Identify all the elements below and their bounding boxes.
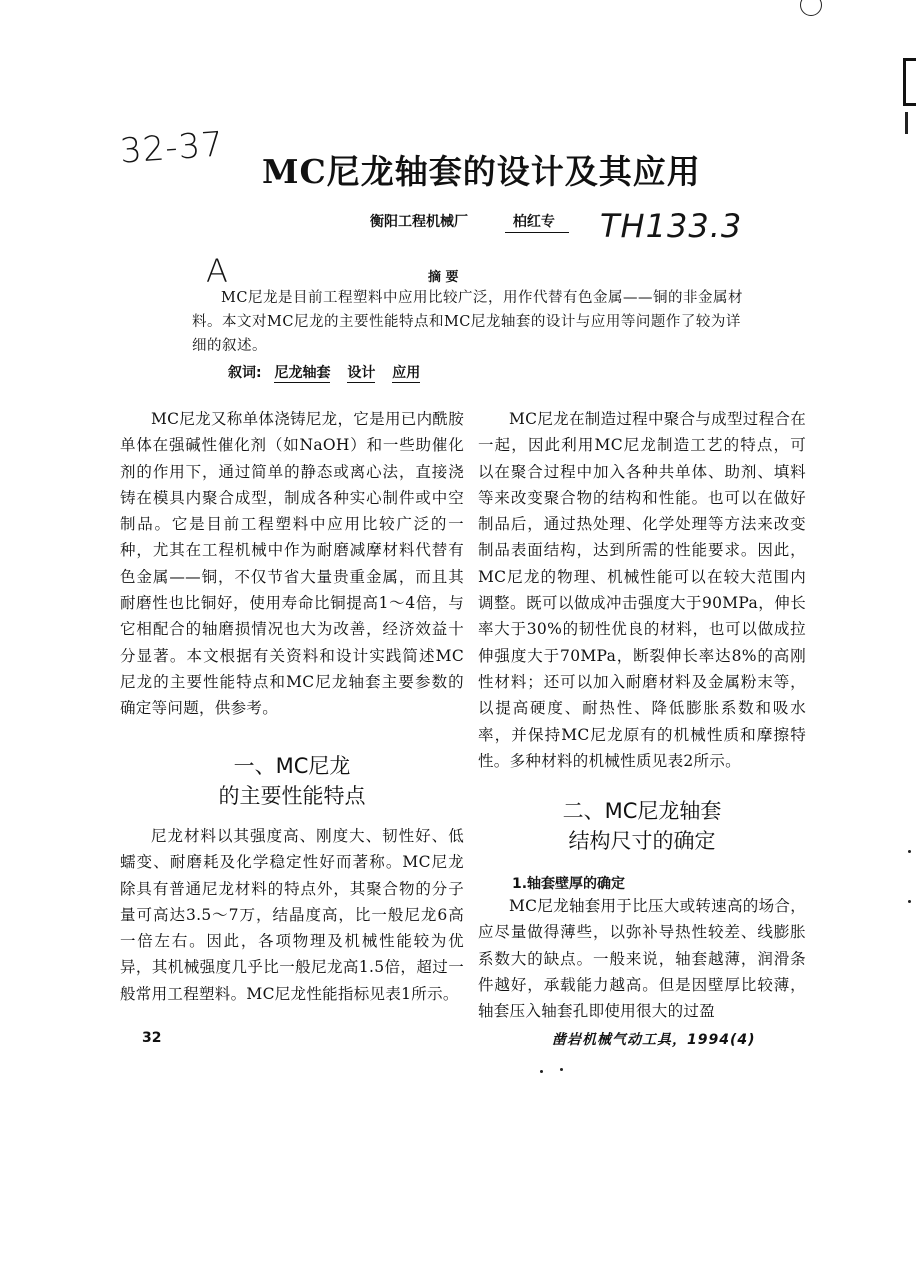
section-1-heading xyxy=(120,751,464,811)
section-2-heading xyxy=(478,796,806,856)
right-paragraph-1: MC尼龙在制造过程中聚合与成型过程合在一起，因此利用MC尼龙制造工艺的特点，可以在聚合过程中加入各种共单体、助剂、填料等来改变聚合物的结构和性能。也可以在做好制品后，通过热处理、化学处理等方法来改变制品表面结构，达到所需的性能要求。因此，MC尼龙的物理、机械性能可以在较大范围内调整。既可以做成冲击强度大于90MPa，伸长率大于30%的韧性优良的材料，也可以做成拉伸强度大于70MPa，断裂伸长率达8%的高刚性材料；还可以加入耐磨材料及金属粉末等，以提高硬度、耐热性、降低膨胀系数和吸水率，并保持MC尼龙原有的机械性质和摩擦特性。多种材料的机械性质见表2所示。 xyxy=(478,410,806,770)
section-2-title-line1: 二、MC尼龙轴套 xyxy=(562,799,722,823)
left-column-intro xyxy=(120,406,464,722)
subsection-1-heading: 1.轴套壁厚的确定 xyxy=(512,876,626,892)
author-name: 柏红专 xyxy=(505,214,569,233)
section-1-title-line1: 一、MC尼龙 xyxy=(233,754,351,778)
scan-speck xyxy=(560,1068,563,1071)
keyword: 应用 xyxy=(392,365,421,381)
section-1-title-line2: 的主要性能特点 xyxy=(218,784,366,808)
section-2-title-line2: 结构尺寸的确定 xyxy=(568,829,716,853)
keyword: 尼龙轴套 xyxy=(274,365,331,381)
handwritten-page-range: 32-37 xyxy=(118,124,226,172)
journal-citation: 凿岩机械气动工具，1994(4) xyxy=(552,1032,756,1048)
abstract-heading: 摘 要 xyxy=(428,270,459,285)
right-column-text xyxy=(478,406,806,774)
keywords-line xyxy=(228,362,420,382)
section-1-paragraph: 尼龙材料以其强度高、刚度大、韧性好、低蠕变、耐磨耗及化学稳定性好而著称。MC尼龙除具有普通尼龙材料的特点外，其聚合物的分子量可高达3.5～7万，结晶度高，比一般尼龙6高一倍左右。因此，各项物理及机械性能较为优异，其机械强度几乎比一般尼龙高1.5倍，超过一般常用工程塑料。MC尼龙性能指标见表1所示。 xyxy=(120,827,464,1003)
left-column-section-1 xyxy=(120,823,464,1007)
keywords-label: 叙词: xyxy=(228,365,262,381)
author-line xyxy=(370,211,569,231)
affiliation: 衡阳工程机械厂 xyxy=(370,214,468,230)
margin-tick-mark xyxy=(905,112,908,134)
right-paragraph-2: MC尼龙轴套用于比压大或转速高的场合，应尽量做得薄些，以弥补导热性较差、线膨胀系数大的缺点。一般来说，轴套越薄，润滑条件越好，承载能力越高。但是因壁厚比较薄，轴套压入轴套孔即使用很大的过盈 xyxy=(478,897,806,1021)
margin-circle-mark xyxy=(800,0,822,16)
margin-bracket-mark xyxy=(903,58,916,106)
scan-speck xyxy=(540,1070,543,1073)
scan-speck xyxy=(908,900,911,903)
right-column-subsection-text xyxy=(478,893,806,1024)
handwritten-classification: TH133.3 xyxy=(600,207,743,245)
keyword: 设计 xyxy=(347,365,376,381)
article-title: MC尼龙轴套的设计及其应用 xyxy=(262,152,701,191)
intro-paragraph: MC尼龙又称单体浇铸尼龙，它是用已内酰胺单体在强碱性催化剂（如NaOH）和一些助催化剂的作用下，通过简单的静态或离心法，直接浇铸在模具内聚合成型，制成各种实心制件或中空制品。它是目前工程塑料中应用比较广泛的一种，尤其在工程机械中作为耐磨减摩材料代替有色金属——铜，不仅节省大量贵重金属，而且其耐磨性也比铜好，使用寿命比铜提高1～4倍，与它相配合的轴磨损情况也大为改善，经济效益十分显著。本文根据有关资料和设计实践简述MC尼龙的主要性能特点和MC尼龙轴套主要参数的确定等问题，供参考。 xyxy=(120,410,464,718)
handwritten-letter: A xyxy=(206,252,229,290)
abstract-text: MC尼龙是目前工程塑料中应用比较广泛，用作代替有色金属——铜的非金属材料。本文对MC尼龙的主要性能特点和MC尼龙轴套的设计与应用等问题作了较为详细的叙述。 xyxy=(192,290,743,354)
scan-speck xyxy=(908,850,911,853)
page-number: 32 xyxy=(142,1030,162,1046)
